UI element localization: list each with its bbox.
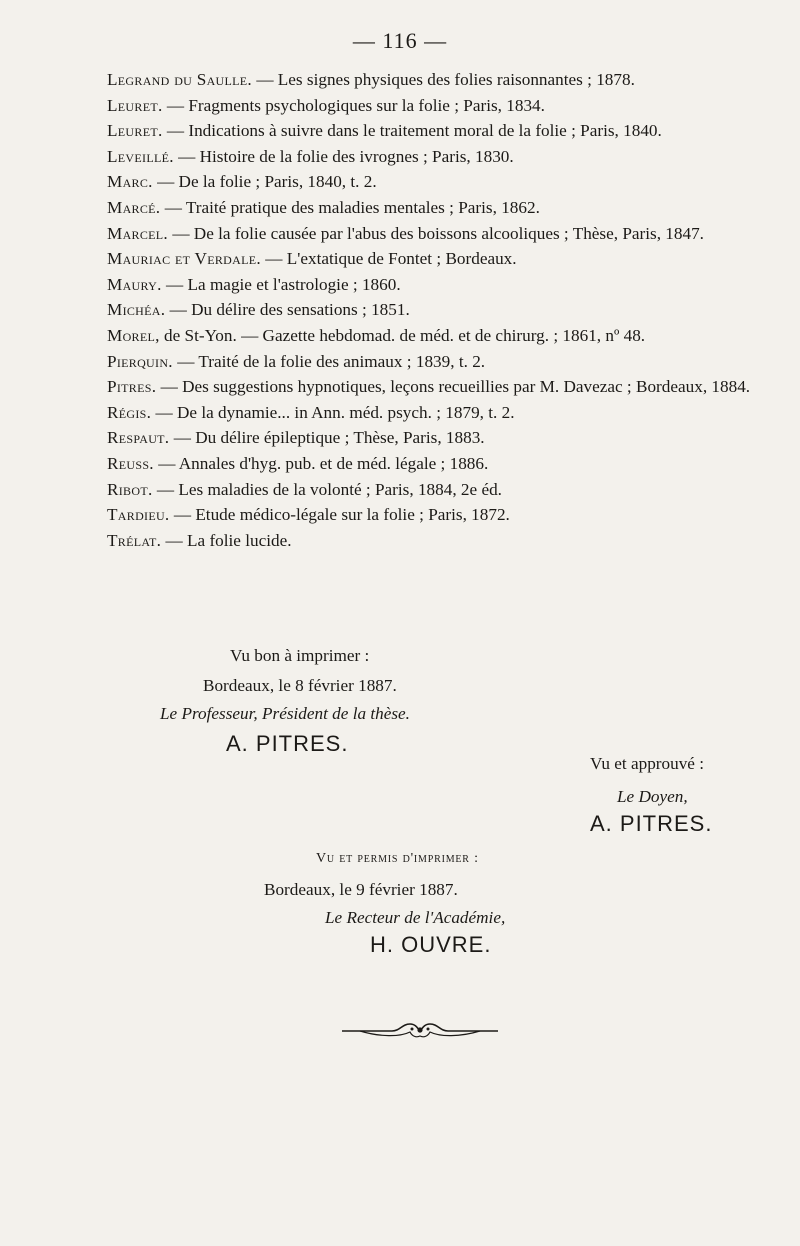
ornament-divider-icon — [340, 1020, 500, 1042]
bib-text: — Traité pratique des maladies mentales ; Paris, 1862. — [160, 197, 540, 217]
bib-text: — De la folie ; Paris, 1840, t. 2. — [152, 172, 377, 192]
vu-bon-a-imprimer: Vu bon à imprimer : — [230, 646, 370, 665]
recteur-signature: H. OUVRE. — [370, 932, 492, 957]
bib-entry — [107, 169, 767, 195]
bib-entry — [107, 67, 767, 93]
bib-author: Reuss. — [107, 453, 154, 473]
bib-author: Leveillé. — [107, 146, 174, 166]
bib-author: Respaut. — [107, 428, 170, 448]
bib-author: Maury. — [107, 274, 162, 294]
bib-author: Legrand du Saulle. — [107, 70, 253, 89]
bib-text: — Traité de la folie des animaux ; 1839, t. 2. — [172, 351, 486, 371]
bib-author: Leuret. — [107, 95, 163, 115]
bib-text: — La magie et l'astrologie ; 1860. — [161, 274, 401, 294]
page-number: — 116 — — [352, 28, 448, 53]
bib-text: — Du délire épileptique ; Thèse, Paris, 1883. — [169, 428, 485, 448]
bib-entry — [107, 118, 767, 144]
bib-entry — [107, 144, 767, 170]
bib-text: — Les signes physiques des folies raisonnantes ; 1878. — [252, 70, 635, 89]
bib-author: Régis. — [107, 402, 152, 422]
bib-text: — L'extatique de Fontet ; Bordeaux. — [260, 249, 517, 269]
bib-author: Mauriac et Verdale. — [107, 249, 261, 269]
approval-date-1: Bordeaux, le 8 février 1887. — [203, 676, 397, 695]
bib-author: Marcé. — [107, 197, 161, 217]
bib-entry — [107, 425, 767, 451]
approval-date-2: Bordeaux, le 9 février 1887. — [264, 880, 458, 899]
bib-author: Marc. — [107, 172, 153, 192]
bib-entry — [107, 221, 767, 247]
bib-text: — De la dynamie... in Ann. méd. psych. ; 1879, t. 2. — [151, 402, 515, 422]
bib-text: — Du délire des sensations ; 1851. — [165, 300, 410, 320]
bib-entry — [107, 374, 767, 400]
professeur-title: Le Professeur, Président de la thèse. — [160, 704, 410, 723]
recteur-title: Le Recteur de l'Académie, — [325, 908, 506, 927]
bib-author: Marcel. — [107, 223, 169, 243]
bib-text: — Histoire de la folie des ivrognes ; Paris, 1830. — [173, 146, 514, 166]
bib-entry — [107, 246, 767, 272]
bib-text: — Annales d'hyg. pub. et de méd. légale ; 1886. — [153, 453, 489, 473]
bib-text: — Fragments psychologiques sur la folie ; Paris, 1834. — [162, 95, 545, 115]
bib-entry — [107, 195, 767, 221]
bib-text: — Des suggestions hypnotiques, leçons recueillies par M. Davezac ; Bordeaux, 1884. — [156, 377, 751, 397]
bib-entry — [107, 297, 767, 323]
bib-text: — De la folie causée par l'abus des boissons alcooliques ; Thèse, Paris, 1847. — [168, 223, 704, 243]
bib-text: — Etude médico-légale sur la folie ; Paris, 1872. — [169, 505, 510, 525]
bib-text: — La folie lucide. — [161, 530, 292, 550]
bib-author: Michéa. — [107, 300, 166, 320]
bib-entry — [107, 528, 767, 554]
bib-author: Trélat. — [107, 530, 162, 550]
bib-entry — [107, 323, 767, 349]
professeur-signature: A. PITRES. — [226, 731, 349, 756]
bib-author: Pierquin. — [107, 351, 173, 371]
bibliography-list — [107, 67, 767, 553]
bib-entry — [107, 272, 767, 298]
vu-et-approuve: Vu et approuvé : — [590, 754, 704, 773]
doyen-title: Le Doyen, — [617, 787, 688, 806]
bib-author: Pitres. — [107, 377, 157, 397]
bib-entry — [107, 400, 767, 426]
bib-text: — Les maladies de la volonté ; Paris, 1884, 2e éd. — [152, 479, 502, 499]
bib-entry — [107, 349, 767, 375]
bib-author: Ribot. — [107, 479, 153, 499]
bib-text: — Indications à suivre dans le traitement moral de la folie ; Paris, 1840. — [162, 121, 662, 141]
bib-entry — [107, 93, 767, 119]
doyen-signature: A. PITRES. — [590, 811, 713, 836]
vu-et-permis-d-imprimer: Vu et permis d'imprimer : — [316, 851, 479, 866]
bib-text: de St-Yon. — Gazette hebdomad. de méd. et de chirurg. ; 1861, nº 48. — [159, 325, 646, 345]
bib-entry — [107, 451, 767, 477]
bib-author: Tardieu. — [107, 505, 170, 525]
bib-author: Leuret. — [107, 121, 163, 141]
bib-entry — [107, 477, 767, 503]
bib-entry — [107, 502, 767, 528]
bib-author: Morel, — [107, 325, 160, 345]
